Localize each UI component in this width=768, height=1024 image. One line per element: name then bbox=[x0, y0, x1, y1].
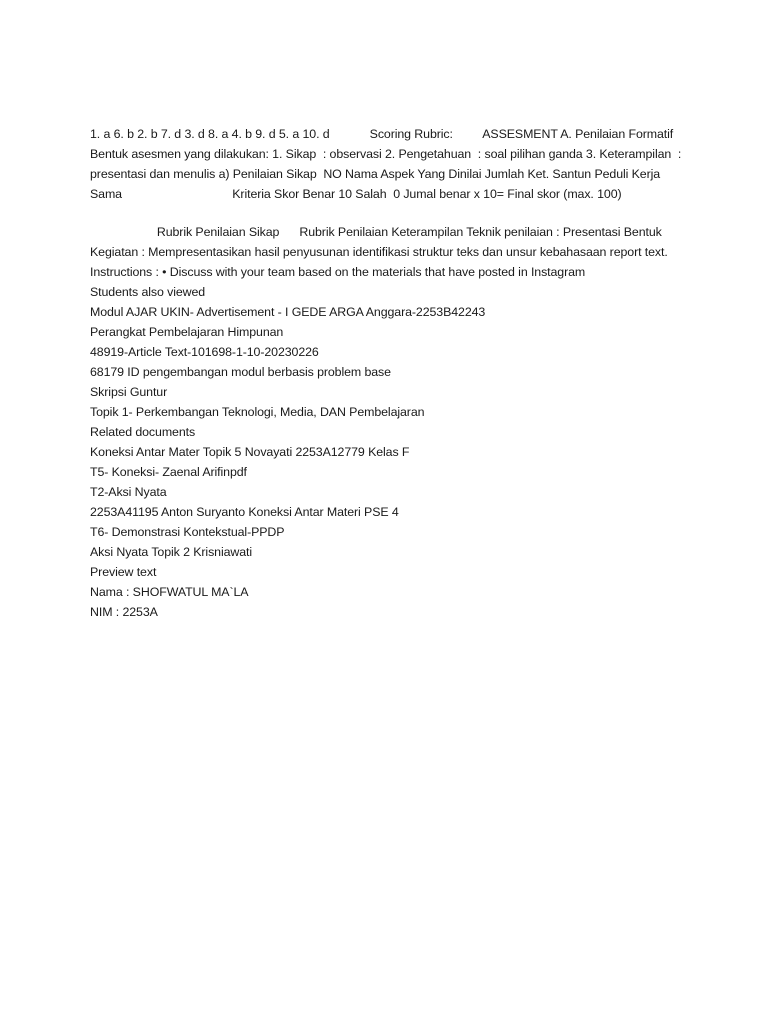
preview-nim: NIM : 2253A bbox=[90, 605, 158, 619]
students-also-viewed-heading: Students also viewed bbox=[90, 285, 206, 299]
related-documents-heading: Related documents bbox=[90, 425, 196, 439]
viewed-doc-link[interactable]: Topik 1- Perkembangan Teknologi, Media, DAN Pembelajaran bbox=[90, 405, 425, 419]
related-doc-link[interactable]: T5- Koneksi- Zaenal Arifinpdf bbox=[90, 465, 247, 479]
preview-nama: Nama : SHOFWATUL MA`LA bbox=[90, 585, 249, 599]
related-doc-link[interactable]: 2253A41195 Anton Suryanto Koneksi Antar Materi PSE 4 bbox=[90, 505, 399, 519]
viewed-doc-link[interactable]: Perangkat Pembelajaran Himpunan bbox=[90, 325, 284, 339]
viewed-doc-link[interactable]: 68179 ID pengembangan modul berbasis problem base bbox=[90, 365, 391, 379]
rubric-paragraph: Rubrik Penilaian Sikap Rubrik Penilaian Keterampilan Teknik penilaian : Presentasi Bentuk Kegiatan : Mempresentasikan hasil penyusunan identifikasi struktur teks dan unsur kebahasaan report text. Instructions : • Discuss with your team based on the materials that have posted in Instagram bbox=[90, 225, 672, 279]
answer-key-paragraph: 1. a 6. b 2. b 7. d 3. d 8. a 4. b 9. d 5. a 10. d Scoring Rubric: ASSESMENT A. Penilaian Formatif Bentuk asesmen yang dilakukan: 1. Sikap : observasi 2. Pengetahuan : soal pilihan ganda 3. Keterampilan : presentasi dan menulis a) Penilaian Sikap NO Nama Aspek Yang Dinilai Jumlah Ket. Santun Peduli Kerja Sama Kriteria Skor Benar 10 Salah 0 Jumal benar x 10= Final skor (max. 100) bbox=[90, 127, 685, 201]
related-doc-link[interactable]: T2-Aksi Nyata bbox=[90, 485, 167, 499]
viewed-doc-link[interactable]: Modul AJAR UKIN- Advertisement - I GEDE ARGA Anggara-2253B42243 bbox=[90, 305, 486, 319]
document-page bbox=[90, 124, 690, 622]
related-doc-link[interactable]: Aksi Nyata Topik 2 Krisniawati bbox=[90, 545, 253, 559]
viewed-doc-link[interactable]: Skripsi Guntur bbox=[90, 385, 168, 399]
preview-text-heading: Preview text bbox=[90, 565, 157, 579]
related-doc-link[interactable]: T6- Demonstrasi Kontekstual-PPDP bbox=[90, 525, 285, 539]
related-doc-link[interactable]: Koneksi Antar Mater Topik 5 Novayati 2253A12779 Kelas F bbox=[90, 445, 410, 459]
viewed-doc-link[interactable]: 48919-Article Text-101698-1-10-20230226 bbox=[90, 345, 319, 359]
